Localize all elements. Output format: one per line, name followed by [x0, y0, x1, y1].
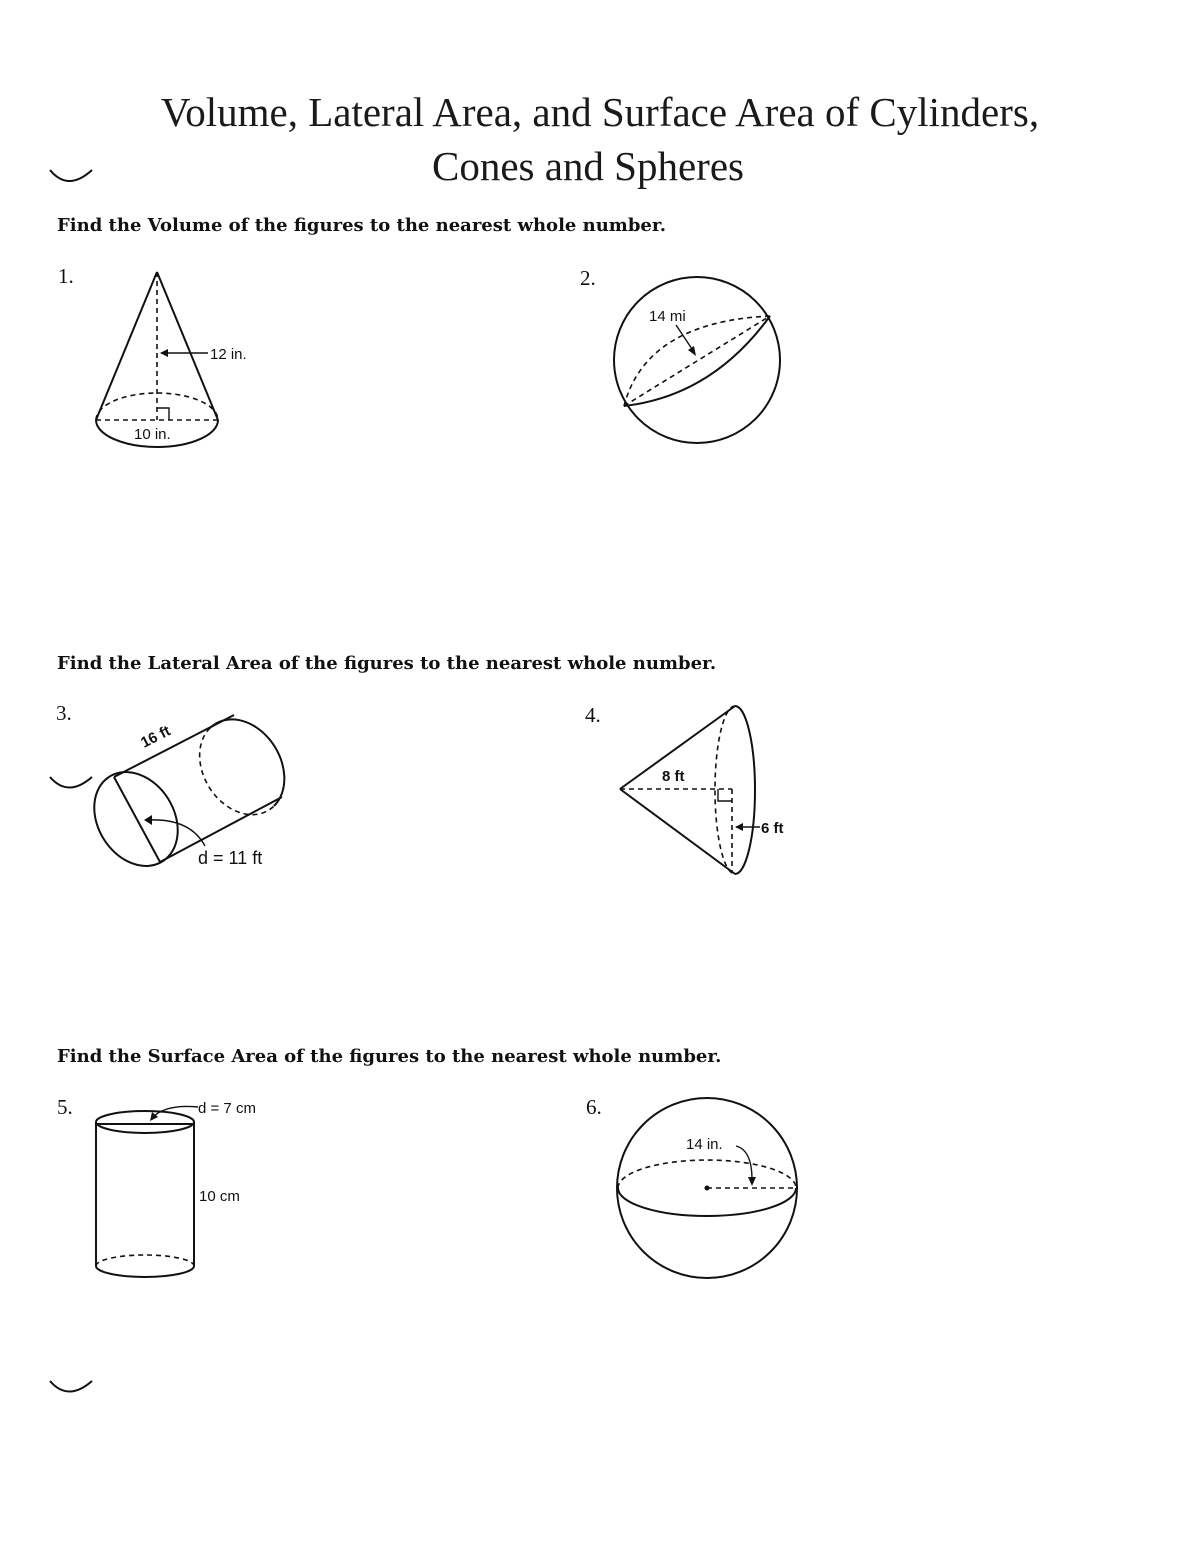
sphere-2-label: 14 mi	[649, 308, 686, 325]
cylinder-5-top-face	[96, 1111, 194, 1133]
cylinder-3-top-edge	[114, 715, 234, 777]
cone-1-height-label: 12 in.	[210, 346, 247, 363]
cone-4-radius-label: 6 ft	[761, 820, 784, 837]
sphere-6-label: 14 in.	[686, 1136, 723, 1153]
problem-3-number: 3.	[56, 701, 72, 725]
figure-2-sphere	[614, 277, 780, 443]
binder-hole-marks	[50, 170, 92, 1392]
sphere-6-center	[705, 1186, 710, 1191]
problem-6-number: 6.	[586, 1095, 602, 1119]
cone-1-diameter-label: 10 in.	[134, 426, 171, 443]
cone-4-right-angle	[718, 789, 732, 801]
figure-6-sphere	[617, 1098, 797, 1278]
cylinder-5-diameter-label: d = 7 cm	[198, 1100, 256, 1117]
cylinder-5-bottom-front	[96, 1266, 194, 1277]
cylinder-5-bottom-back	[96, 1255, 194, 1266]
figure-1-cone	[96, 272, 247, 447]
cone-1-right-edge	[157, 272, 218, 420]
figure-4-cone	[620, 706, 784, 874]
cylinder-5-leader	[152, 1106, 198, 1118]
binder-hole-mark-middle	[50, 777, 92, 788]
figure-5-cylinder	[96, 1100, 256, 1277]
problem-5-number: 5.	[57, 1095, 73, 1119]
sphere-6-equator-back	[618, 1160, 796, 1188]
cone-4-base-front	[735, 706, 755, 874]
cone-4-arrow	[735, 823, 743, 831]
cylinder-3-back-face-hidden	[200, 728, 274, 815]
cylinder-3-arrow	[144, 815, 152, 825]
cone-1-left-edge	[96, 272, 157, 420]
sphere-6-equator-front	[618, 1188, 796, 1216]
sphere-2-outline	[614, 277, 780, 443]
section-2-instruction: Find the Lateral Area of the figures to the nearest whole number.	[57, 653, 717, 674]
page-title-line-2: Cones and Spheres	[431, 143, 744, 189]
binder-hole-mark-bottom	[50, 1381, 92, 1392]
sphere-2-arrow	[688, 346, 696, 356]
cylinder-3-back-face-visible	[210, 719, 284, 806]
section-1-instruction: Find the Volume of the figures to the nearest whole number.	[57, 215, 666, 236]
page-title-line-1: Volume, Lateral Area, and Surface Area of Cylinders,	[160, 89, 1040, 135]
problem-2-number: 2.	[580, 266, 596, 290]
problem-4-number: 4.	[585, 703, 601, 727]
sphere-6-arrow	[748, 1177, 756, 1186]
cone-4-height-label: 8 ft	[662, 768, 685, 785]
cone-1-base-back	[96, 393, 218, 420]
binder-hole-mark-top	[50, 170, 92, 181]
cylinder-3-length-label: 16 ft	[138, 722, 174, 752]
cone-1-arrow	[160, 349, 168, 357]
cylinder-3-diameter-label: d = 11 ft	[198, 848, 263, 868]
cone-1-right-angle	[157, 408, 169, 420]
section-3-instruction: Find the Surface Area of the figures to the nearest whole number.	[57, 1046, 722, 1067]
problem-1-number: 1.	[58, 264, 74, 288]
cylinder-5-height-label: 10 cm	[199, 1188, 240, 1205]
figure-3-cylinder	[77, 715, 284, 882]
